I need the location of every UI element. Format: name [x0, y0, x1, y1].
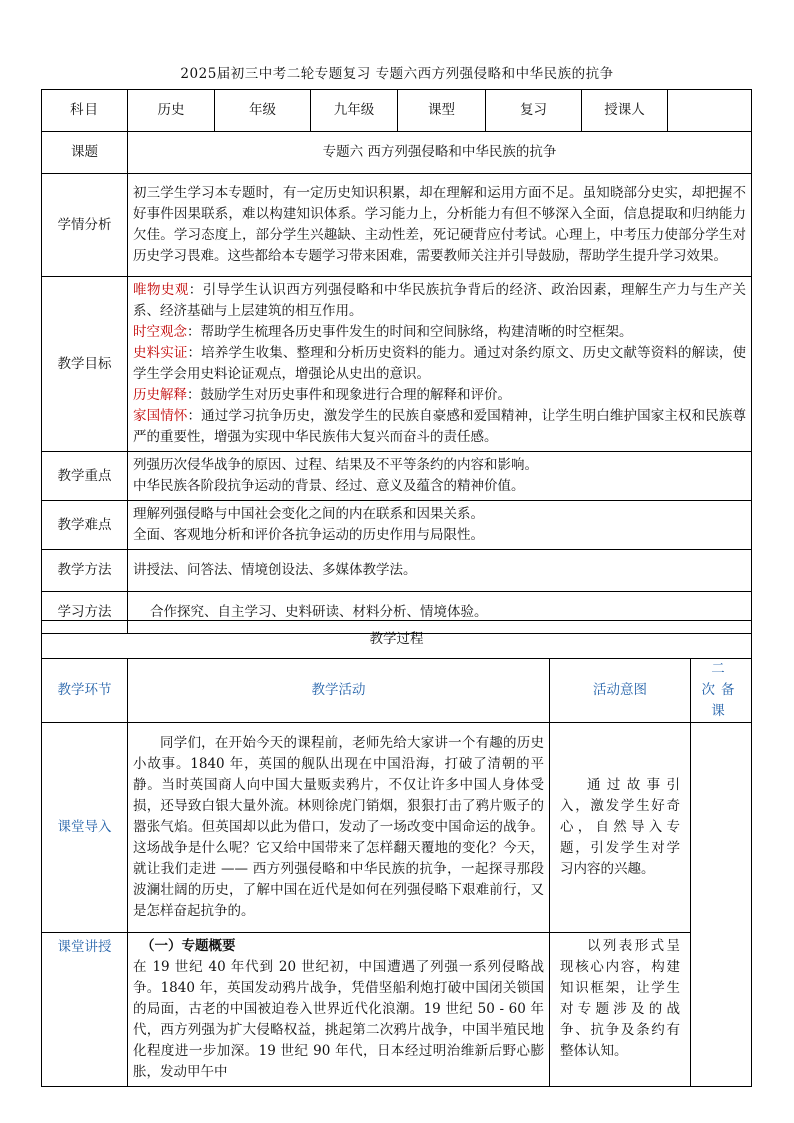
goal-key: 历史解释 — [133, 387, 187, 403]
goal-text: ：帮助学生梳理各历史事件发生的时间和空间脉络，构建清晰的时空框架。 — [187, 324, 633, 340]
lesson-info-table — [41, 89, 752, 634]
goals-cell — [128, 277, 752, 452]
key-point-line: 列强历次侵华战争的原因、过程、结果及不平等条约的内容和影响。 — [133, 457, 538, 473]
header-intent: 活动意图 — [550, 659, 691, 723]
topic-value: 专题六 西方列强侵略和中华民族的抗争 — [128, 132, 752, 174]
teacher-value — [668, 90, 752, 132]
key-points-cell — [128, 452, 752, 501]
second-prep-cell — [691, 723, 752, 1087]
teaching-process-table — [41, 620, 752, 1087]
goal-patriotism — [133, 406, 746, 448]
goal-text: ：培养学生收集、整理和分析历史资料的能力。通过对条约原文、历史文献等资料的解读，使学生学会用史料论证观点，增强论从史出的意识。 — [133, 345, 746, 382]
key-point-line: 中华民族各阶段抗争运动的背景、经过、意义及蕴含的精神价值。 — [133, 478, 525, 494]
difficulty-line: 理解列强侵略与中国社会变化之间的内在联系和因果关系。 — [133, 506, 484, 522]
stage-intro: 课堂导入 — [42, 723, 128, 933]
activity-intro: 同学们，在开始今天的课程前，老师先给大家讲一个有趣的历史小故事。1840 年，英国的舰队出现在中国沿海，打破了清朝的平静。当时英国商人向中国大量贩卖鸦片，不仅让许多中国人身体受损，还导致白银大量外流。林则徐虎门销烟，狠狠打击了鸦片贩子的嚣张气焰。但英国却以此为借口，发动了一场改变中国命运的战争。这场战争是什么呢？它又给中国带来了怎样翻天覆地的变化？今天，就让我们走进 —— 西方列强侵略和中华民族的抗争，一起探寻那段波澜壮阔的历史，了解中国在近代是如何在列强侵略下艰难前行，又是怎样奋起抗争的。 — [128, 723, 550, 933]
learning-method-text: 合作探究、自主学习、史料研读、材料分析、情境体验。 — [128, 592, 752, 634]
teaching-method-text: 讲授法、问答法、情境创设法、多媒体教学法。 — [128, 550, 752, 592]
subject-value: 历史 — [128, 90, 215, 132]
difficulty-line: 全面、客观地分析和评价各抗争运动的历史作用与局限性。 — [133, 527, 484, 543]
difficulties-label: 教学难点 — [42, 501, 128, 550]
goal-key: 唯物史观 — [133, 282, 189, 298]
analysis-text: 初三学生学习本专题时，有一定历史知识积累，却在理解和运用方面不足。虽知晓部分史实，却把握不好事件因果联系，难以构建知识体系。学习能力上，分析能力有但不够深入全面，信息提取和归纳能力欠佳。学习态度上，部分学生兴趣缺、主动性差，死记硬背应付考试。心理上，中考压力使部分学生对历史学习畏难。这些都给本专题学习带来困难，需要教师关注并引导鼓励，帮助学生提升学习效果。 — [128, 174, 752, 277]
type-label: 课型 — [398, 90, 486, 132]
goal-evidence — [133, 343, 746, 385]
grade-label: 年级 — [215, 90, 311, 132]
goal-text: ：引导学生认识西方列强侵略和中华民族抗争背后的经济、政治因素，理解生产力与生产关系、经济基础与上层建筑的相互作用。 — [133, 282, 747, 319]
intent-lecture: 以列表形式呈现核心内容，构建知识框架，让学生对专题涉及的战争、抗争及条约有整体认知。 — [550, 933, 691, 1087]
goal-text: ：鼓励学生对历史事件和现象进行合理的解释和评价。 — [187, 387, 511, 403]
document-title: 2025届初三中考二轮专题复习 专题六西方列强侵略和中华民族的抗争 — [180, 66, 614, 82]
process-title: 教学过程 — [42, 621, 752, 659]
section-heading: （一）专题概要 — [141, 938, 236, 954]
goal-spacetime — [133, 322, 746, 343]
analysis-label: 学情分析 — [42, 174, 128, 277]
difficulties-cell — [128, 501, 752, 550]
goal-materialism — [133, 280, 746, 322]
subject-label: 科目 — [42, 90, 128, 132]
header-second: 二 次备课 — [691, 659, 752, 723]
teacher-label: 授课人 — [582, 90, 668, 132]
topic-label: 课题 — [42, 132, 128, 174]
stage-lecture: 课堂讲授 — [42, 933, 128, 1087]
key-points-label: 教学重点 — [42, 452, 128, 501]
goal-text: ：通过学习抗争历史，激发学生的民族自豪感和爱国精神，让学生明白维护国家主权和民族尊严的重要性，增强为实现中华民族伟大复兴而奋斗的责任感。 — [133, 408, 746, 445]
teaching-method-label: 教学方法 — [42, 550, 128, 592]
grade-value: 九年级 — [311, 90, 398, 132]
header-activity: 教学活动 — [128, 659, 550, 723]
goal-key: 史料实证 — [133, 345, 188, 361]
goal-interpretation — [133, 385, 746, 406]
intent-intro: 通过故事引入，激发学生好奇心，自然导入专题，引发学生对学习内容的兴趣。 — [550, 723, 691, 933]
learning-method-label: 学习方法 — [42, 592, 128, 634]
goal-key: 家国情怀 — [133, 408, 188, 424]
header-stage: 教学环节 — [42, 659, 128, 723]
goal-key: 时空观念 — [133, 324, 187, 340]
goals-label: 教学目标 — [42, 277, 128, 452]
section-text: 在 19 世纪 40 年代到 20 世纪初，中国遭遇了列强一系列侵略战争。1840 年，英国发动鸦片战争，凭借坚船利炮打破中国闭关锁国的局面，古老的中国被迫卷入世界近代化浪潮。19 世纪 50 - 60 年代，西方列强为扩大侵略权益，挑起第二次鸦片战争，中国半殖民地化程度进一步加深。19 世纪 90 年代，日本经过明治维新后野心膨胀，发动甲午中 — [133, 959, 544, 1080]
type-value: 复习 — [486, 90, 582, 132]
activity-lecture — [128, 933, 550, 1087]
